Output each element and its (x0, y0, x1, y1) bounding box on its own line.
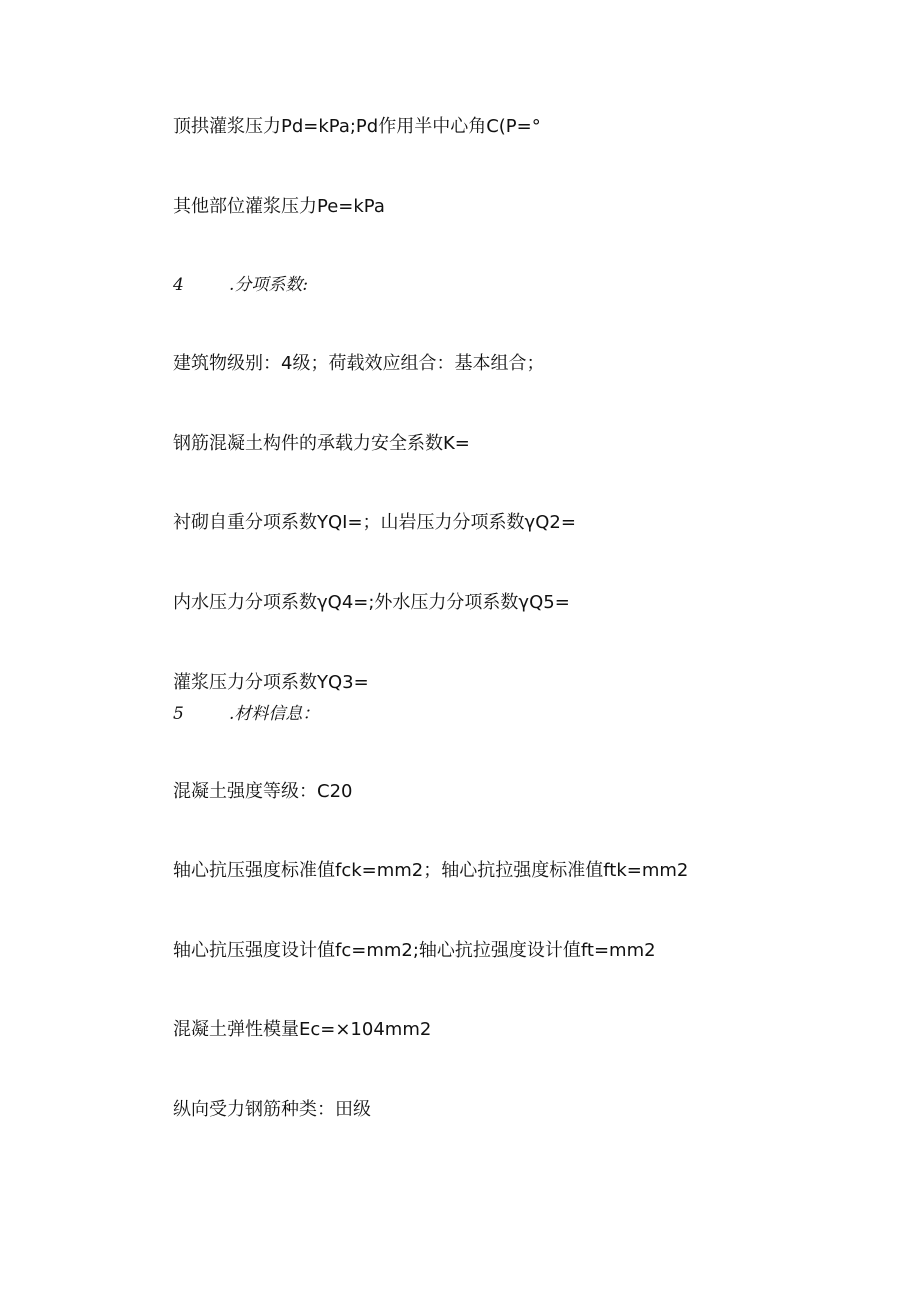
rebar-type-line: 纵向受力钢筋种类：田级 (173, 1099, 371, 1120)
safety-factor-line: 钢筋混凝土构件的承载力安全系数K= (173, 433, 470, 454)
standard-strength-line: 轴心抗压强度标准值fck=mm2；轴心抗拉强度标准值ftk=mm2 (173, 860, 689, 881)
grouting-pressure-other-line: 其他部位灌浆压力Pe=kPa (173, 196, 385, 217)
lining-rock-factor-line: 衬砌自重分项系数YQI=；山岩压力分项系数γQ2= (173, 512, 576, 533)
section-heading-partial-factors (173, 274, 308, 296)
grouting-pressure-crown-line: 顶拱灌浆压力Pd=kPa;Pd作用半中心角C(P=° (173, 116, 541, 137)
elastic-modulus-line: 混凝土弹性模量Ec=×104mm2 (173, 1019, 432, 1040)
water-pressure-factor-line: 内水压力分项系数γQ4=;外水压力分项系数γQ5= (173, 592, 570, 613)
section-title: .分项系数: (229, 275, 309, 295)
section-heading-material-info (173, 703, 319, 725)
building-grade-line: 建筑物级别：4级；荷载效应组合：基本组合； (173, 353, 545, 374)
grouting-factor-line: 灌浆压力分项系数YQ3= (173, 672, 369, 693)
concrete-grade-line: 混凝土强度等级：C20 (173, 781, 353, 802)
section-number: 4 (173, 275, 184, 295)
section-title: .材料信息： (229, 704, 320, 724)
design-strength-line: 轴心抗压强度设计值fc=mm2;轴心抗拉强度设计值ft=mm2 (173, 940, 656, 961)
section-number: 5 (173, 704, 184, 724)
